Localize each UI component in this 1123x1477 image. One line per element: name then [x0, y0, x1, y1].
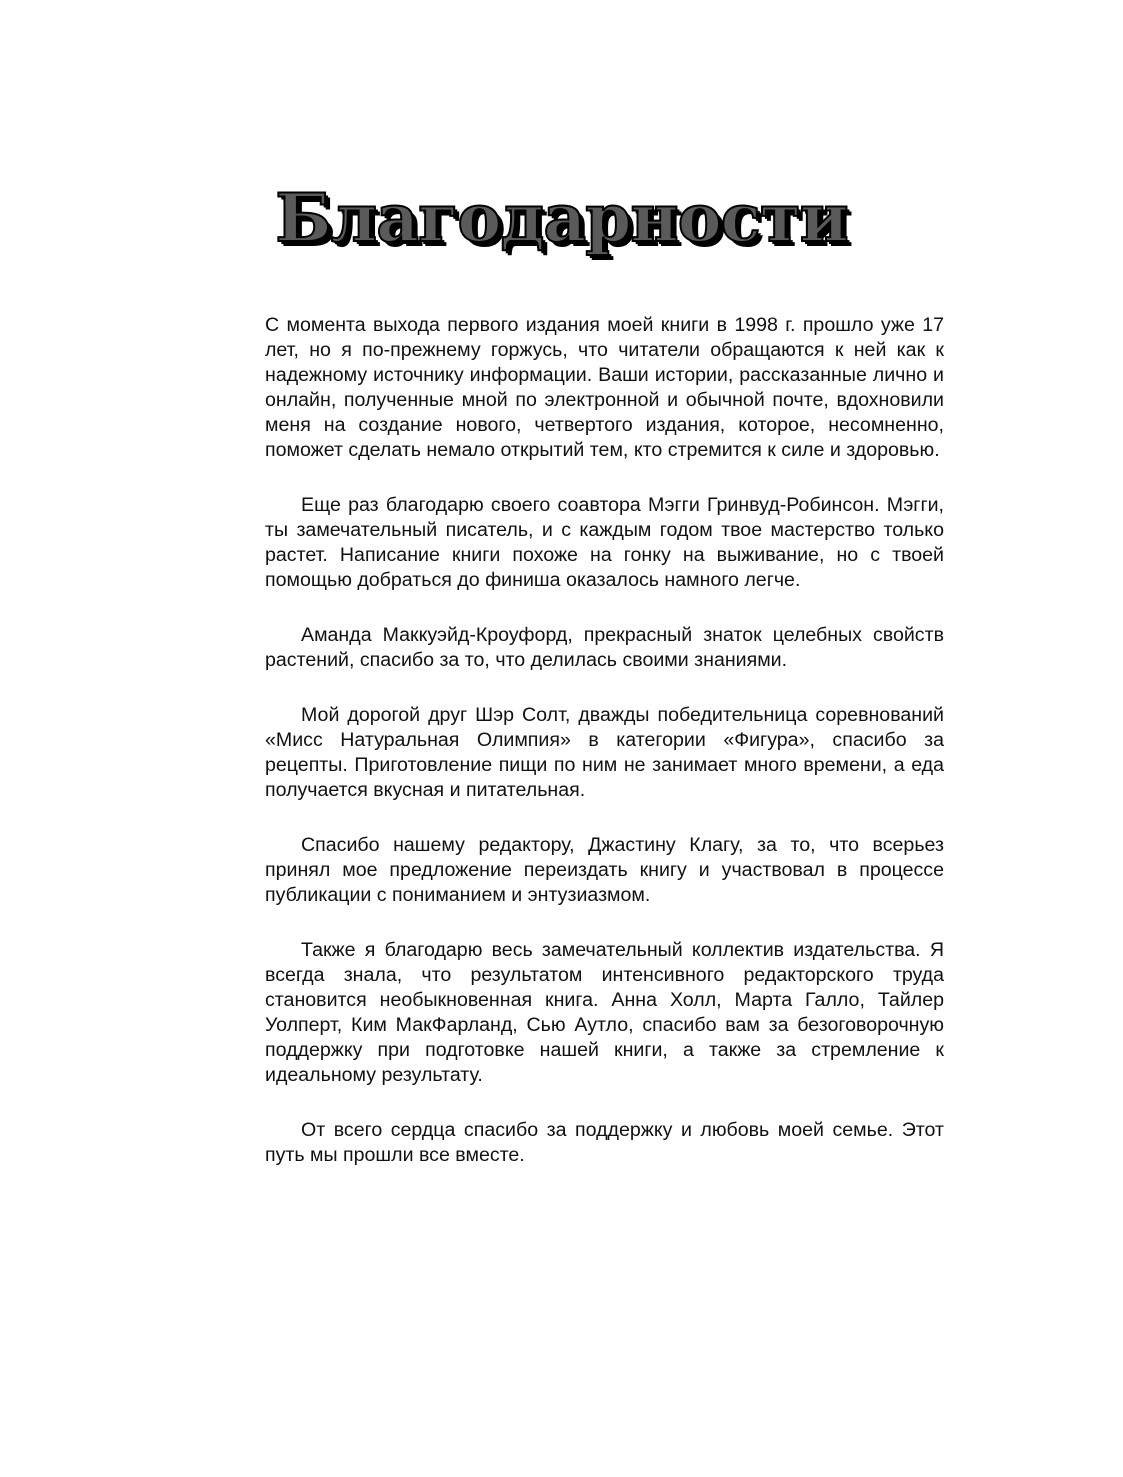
paragraph-1: С момента выхода первого издания моей книги в 1998 г. прошло уже 17 лет, но я по-прежнему горжусь, что читатели обращаются к ней как к надежному источнику информации. Ваши истории, рассказанные лично и онлайн, полученные мной по электронной и обычной почте, вдохновили меня на создание нового, четвертого издания, которое, несомненно, поможет сделать немало открытий тем, кто стремится к силе и здоровью. — [265, 314, 944, 461]
paragraph-2: Еще раз благодарю своего соавтора Мэгги Гринвуд-Робинсон. Мэгги, ты замечательный писатель, и с каждым годом твое мастерство только растет. Написание книги похоже на гонку на выживание, но с твоей помощью добраться до финиша оказалось намного легче. — [265, 494, 944, 591]
paragraph-6: Также я благодарю весь замечательный коллектив издательства. Я всегда знала, что результатом интенсивного редакторского труда становится необыкновенная книга. Анна Холл, Марта Галло, Тайлер Уолперт, Ким МакФарланд, Сью Аутло, спасибо вам за безоговорочную поддержку при подготовке нашей книги, а также за стремление к идеальному результату. — [265, 939, 944, 1086]
paragraph-7: От всего сердца спасибо за поддержку и любовь моей семье. Этот путь мы прошли все вместе. — [265, 1119, 944, 1166]
paragraph-3: Аманда Маккуэйд-Кроуфорд, прекрасный знаток целебных свойств растений, спасибо за то, что делилась своими знаниями. — [265, 624, 944, 671]
paragraph-4: Мой дорогой друг Шэр Солт, дважды победительница соревнований «Мисс Натуральная Олимпия» в категории «Фигура», спасибо за рецепты. Приготовление пищи по ним не занимает много времени, а еда получается вкусная и питательная. — [265, 704, 944, 801]
page-title: Благодарности — [275, 179, 848, 257]
paragraph-5: Спасибо нашему редактору, Джастину Клагу, за то, что всерьез принял мое предложение переиздать книгу и участвовал в процессе публикации с пониманием и энтузиазмом. — [265, 834, 944, 906]
acknowledgements-body — [265, 313, 944, 1198]
